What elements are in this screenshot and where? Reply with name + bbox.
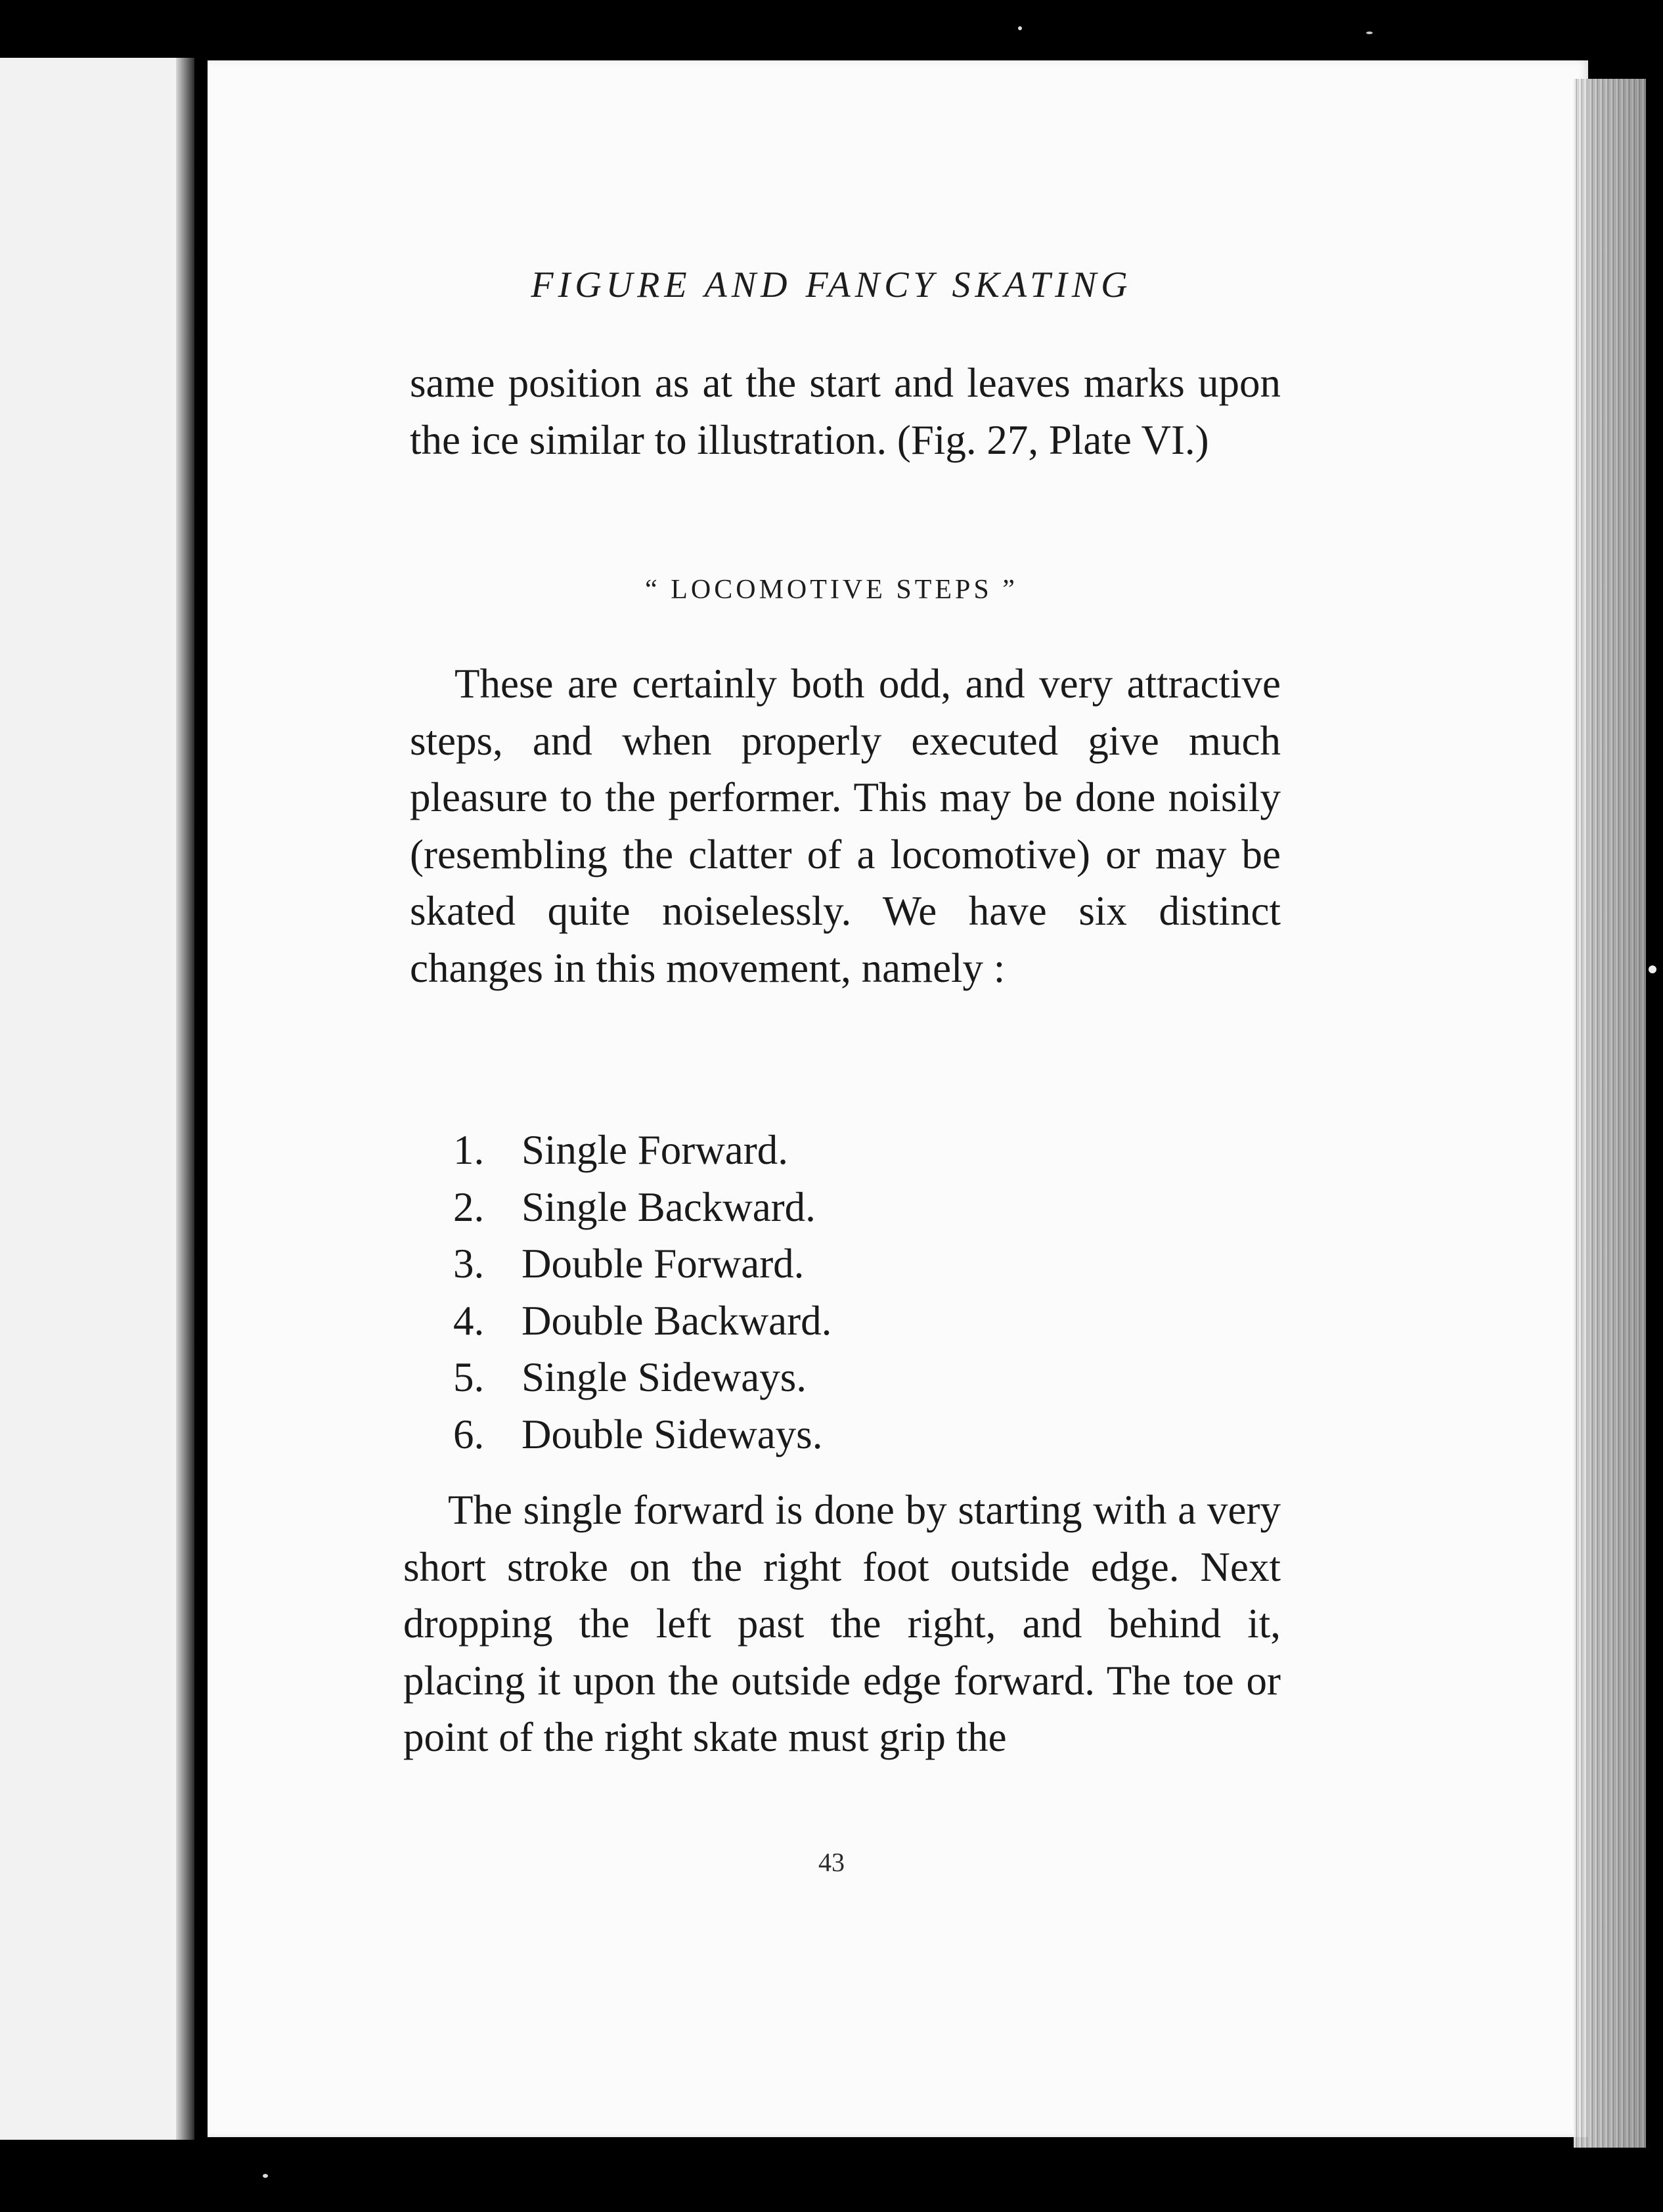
list-text: Single Forward. — [521, 1127, 788, 1173]
steps-list — [453, 1122, 832, 1463]
intro-paragraph: These are certainly both odd, and very attractive steps, and when properly executed give much pleasure to the performer. This may be done noisily (resembling the clatter of a locomotive) or may be skated quite noiselessly. We have six distinct changes in this movement, namely : — [410, 661, 1281, 991]
list-text: Single Backward. — [521, 1183, 816, 1230]
previous-page — [0, 58, 194, 2140]
scan-speck — [1649, 965, 1656, 973]
list-number: 2. — [453, 1183, 485, 1230]
list-item — [453, 1179, 832, 1236]
closing-paragraph-block — [403, 1482, 1281, 1766]
list-item — [453, 1122, 832, 1179]
page-number: 43 — [818, 1847, 845, 1877]
scan-speck — [263, 2174, 268, 2178]
list-item — [453, 1406, 832, 1463]
list-text: Double Sideways. — [521, 1411, 823, 1457]
continued-paragraph: same position as at the start and leaves marks upon the ice similar to illustration. (Fig. 27, Plate VI.) — [410, 360, 1281, 463]
list-number: 4. — [453, 1297, 485, 1344]
book-gutter — [176, 58, 194, 2140]
list-number: 6. — [453, 1411, 485, 1457]
list-item — [453, 1235, 832, 1293]
list-number: 1. — [453, 1127, 485, 1173]
closing-paragraph: The single forward is done by starting with a very short stroke on the right foot outside edge. Next dropping the left past the right, and behind it, placing it upon the outside edge forward. The toe or point of the right skate must grip the — [403, 1487, 1281, 1760]
page-edges-shadow — [1574, 79, 1646, 2148]
list-number: 3. — [453, 1241, 485, 1287]
list-number: 5. — [453, 1354, 485, 1400]
scan-speck — [1018, 26, 1022, 30]
scan-speck — [1366, 32, 1373, 34]
list-item — [453, 1293, 832, 1350]
top-paragraph-block — [410, 355, 1281, 468]
list-item — [453, 1349, 832, 1406]
running-head: FIGURE AND FANCY SKATING — [531, 265, 1132, 305]
list-text: Double Backward. — [521, 1297, 832, 1344]
section-heading: “ LOCOMOTIVE STEPS ” — [645, 575, 1018, 605]
list-text: Double Forward. — [521, 1241, 805, 1287]
list-text: Single Sideways. — [521, 1354, 807, 1400]
intro-paragraph-block — [410, 655, 1281, 996]
